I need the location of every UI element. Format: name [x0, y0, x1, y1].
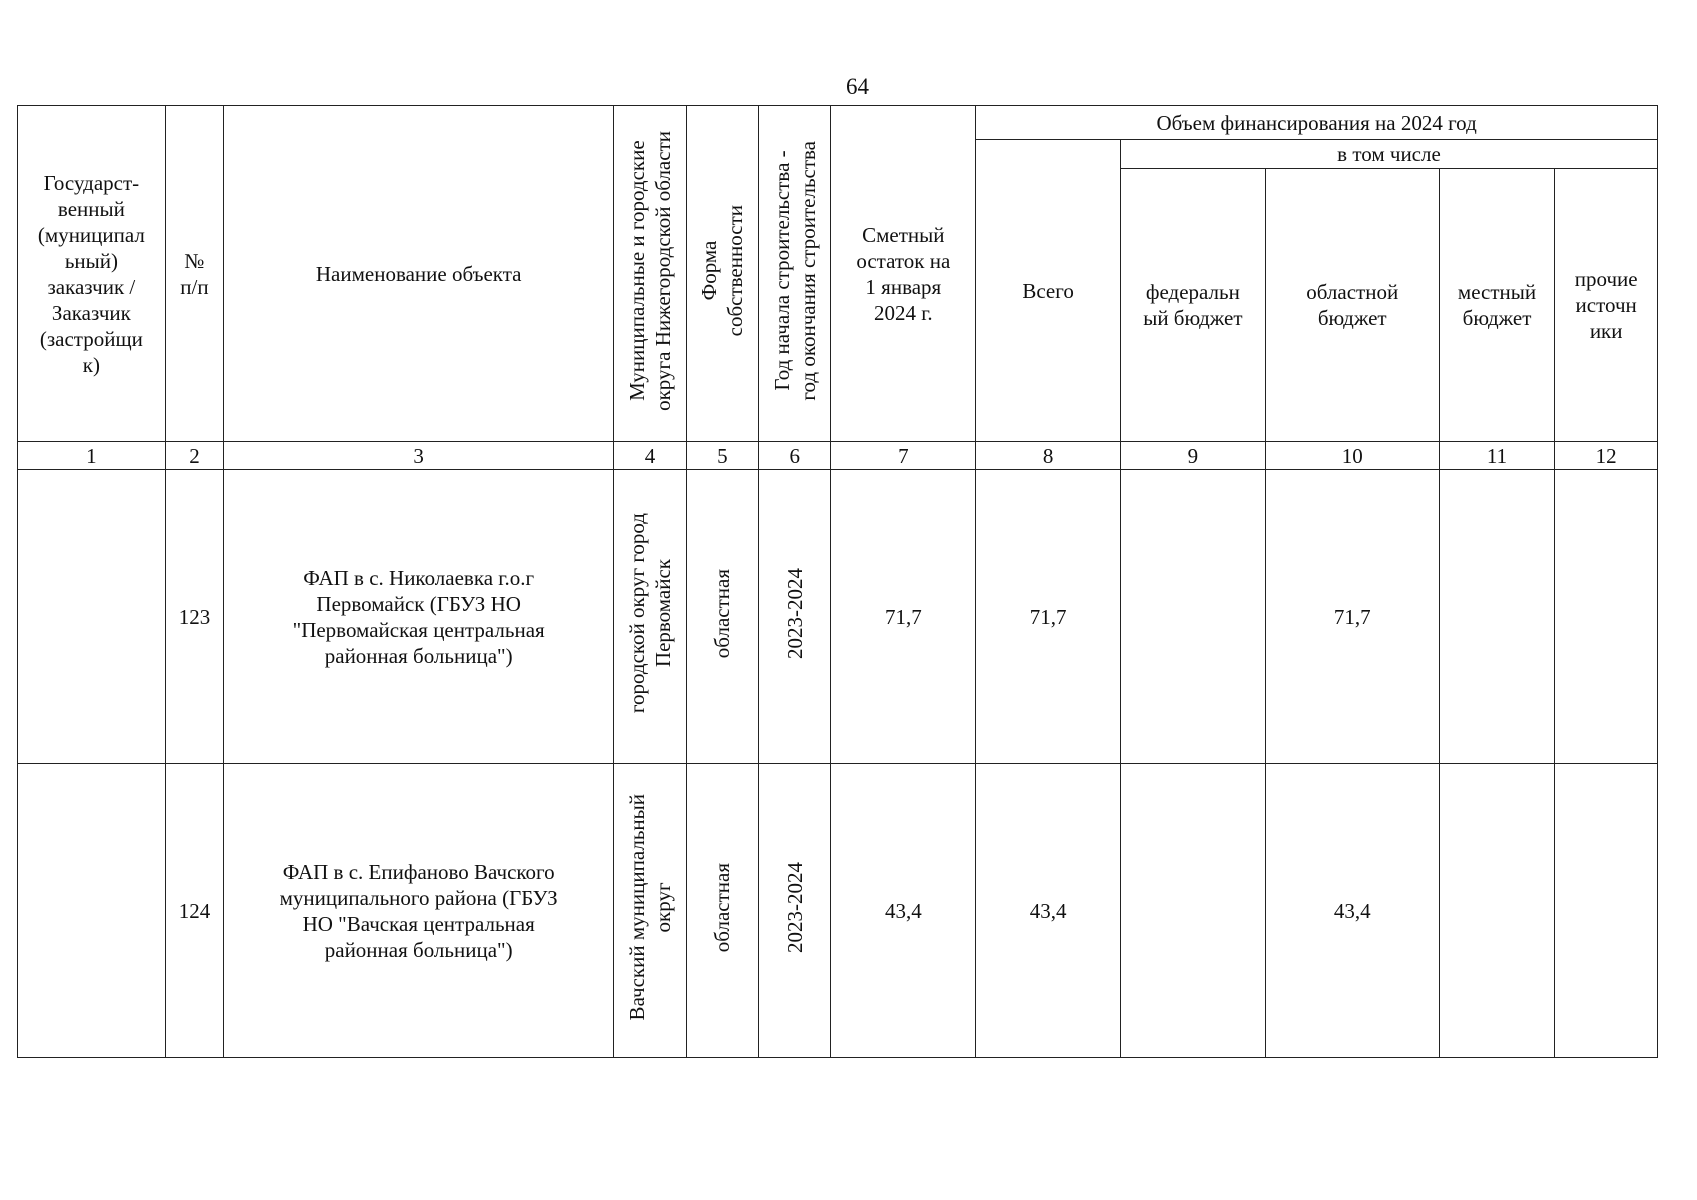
object-name-cell: ФАП в с. Епифаново Вачского муниципального района (ГБУЗ НО "Вачская центральная районная больница")	[224, 764, 614, 1058]
estimate-cell: 71,7	[831, 470, 976, 764]
header-ownership: Форма собственности	[686, 106, 758, 442]
column-number: 3	[224, 442, 614, 470]
header-customer: Государст- венный (муниципал ьный) заказчик / Заказчик (застройщи к)	[18, 106, 166, 442]
page-number: 64	[846, 74, 869, 99]
column-number: 10	[1265, 442, 1439, 470]
ownership-cell: областная	[686, 470, 758, 764]
column-number: 1	[18, 442, 166, 470]
district-cell: городской округ город Первомайск	[614, 470, 686, 764]
column-number: 6	[759, 442, 831, 470]
object-name-cell: ФАП в с. Николаевка г.о.г Первомайск (ГБУЗ НО "Первомайская центральная районная больница")	[224, 470, 614, 764]
table-row	[18, 470, 1658, 764]
header-including: в том числе	[1120, 140, 1657, 169]
row-number-cell: 124	[165, 764, 223, 1058]
estimate-cell: 43,4	[831, 764, 976, 1058]
total-cell: 43,4	[976, 764, 1121, 1058]
header-district: Муниципальные и городские округа Нижегородской области	[614, 106, 686, 442]
customer-cell	[18, 470, 166, 764]
column-number: 11	[1439, 442, 1555, 470]
financing-table	[17, 105, 1658, 1058]
other-cell	[1555, 764, 1658, 1058]
customer-cell	[18, 764, 166, 1058]
column-number-row	[18, 442, 1658, 470]
years-cell: 2023-2024	[759, 764, 831, 1058]
column-number: 5	[686, 442, 758, 470]
column-number: 7	[831, 442, 976, 470]
header-other-sources: прочие источн ики	[1555, 169, 1658, 442]
header-funding-group: Объем финансирования на 2024 год	[976, 106, 1658, 140]
column-number: 9	[1120, 442, 1265, 470]
regional-cell: 71,7	[1265, 470, 1439, 764]
other-cell	[1555, 470, 1658, 764]
regional-cell: 43,4	[1265, 764, 1439, 1058]
total-cell: 71,7	[976, 470, 1121, 764]
row-number-cell: 123	[165, 470, 223, 764]
federal-cell	[1120, 764, 1265, 1058]
header-object-name: Наименование объекта	[224, 106, 614, 442]
column-number: 8	[976, 442, 1121, 470]
column-number: 2	[165, 442, 223, 470]
header-total: Всего	[976, 140, 1121, 442]
column-number: 12	[1555, 442, 1658, 470]
ownership-cell: областная	[686, 764, 758, 1058]
header-local-budget: местный бюджет	[1439, 169, 1555, 442]
local-cell	[1439, 470, 1555, 764]
column-number: 4	[614, 442, 686, 470]
years-cell: 2023-2024	[759, 470, 831, 764]
header-row-number: № п/п	[165, 106, 223, 442]
header-regional-budget: областной бюджет	[1265, 169, 1439, 442]
header-federal-budget: федеральн ый бюджет	[1120, 169, 1265, 442]
local-cell	[1439, 764, 1555, 1058]
header-years: Год начала строительства - год окончания строительства	[759, 106, 831, 442]
table-row	[18, 764, 1658, 1058]
header-estimate-balance: Сметный остаток на 1 января 2024 г.	[831, 106, 976, 442]
district-cell: Вачский муниципальный округ	[614, 764, 686, 1058]
federal-cell	[1120, 470, 1265, 764]
